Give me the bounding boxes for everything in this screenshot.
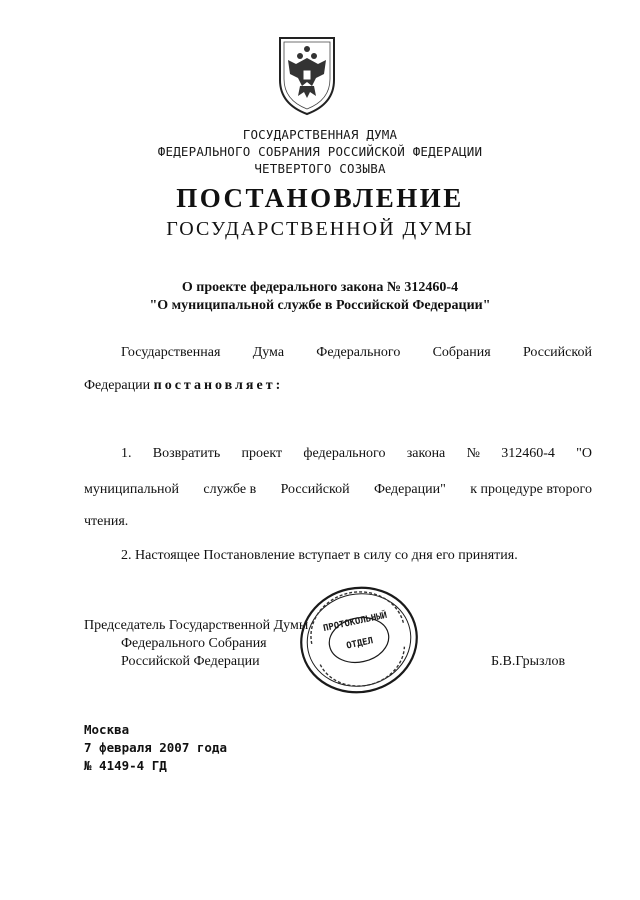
item1-word: закона (406, 446, 446, 461)
header-line-1: ГОСУДАРСТВЕННАЯ ДУМА (242, 127, 398, 142)
intro-word: Собрания (432, 345, 491, 360)
intro-prefix: Федерации (84, 378, 151, 393)
item1-word: Возвратить (152, 446, 221, 461)
item1-word: федерального (303, 446, 386, 461)
item1-line-1 (121, 446, 592, 462)
item1-word: 1. (121, 446, 132, 461)
signature-line-3: Российской Федерации (121, 654, 260, 669)
city: Москва (84, 722, 130, 737)
intro-word: Государственная (121, 345, 221, 360)
signature-line-1: Председатель Государственной Думы (84, 618, 309, 633)
item1-word: № (466, 446, 480, 461)
intro-word: Федерального (316, 345, 401, 360)
header-line-2: ФЕДЕРАЛЬНОГО СОБРАНИЯ РОССИЙСКОЙ ФЕДЕРАЦИИ (157, 144, 483, 159)
item1-word: 312460-4 (501, 446, 555, 461)
decree-verb: постановляет: (153, 378, 284, 393)
intro-line-1 (121, 345, 592, 361)
item1-word: Федерации" (373, 482, 446, 497)
subject-line-1: О проекте федерального закона № 312460-4 (181, 280, 459, 295)
intro-line-2 (84, 378, 283, 394)
document-subtitle: ГОСУДАРСТВЕННОЙ ДУМЫ (166, 218, 474, 240)
item1-line-2 (84, 482, 592, 498)
signature-line-2: Федерального Собрания (121, 636, 267, 651)
stamp-center-text: ОТДЕЛ (345, 636, 375, 652)
item1-word: "О (576, 446, 592, 461)
intro-word: Дума (252, 345, 285, 360)
office-stamp-icon (296, 584, 422, 696)
item1-word: Российской (280, 482, 350, 497)
document-number: № 4149-4 ГД (84, 758, 167, 773)
svg-text:ПРОТОКОЛЬНЫЙ: ПРОТОКОЛЬНЫЙ (322, 610, 389, 635)
header-line-3: ЧЕТВЕРТОГО СОЗЫВА (254, 161, 386, 176)
signatory-name: Б.В.Грызлов (491, 654, 566, 669)
state-emblem-icon (276, 34, 338, 118)
document-title: ПОСТАНОВЛЕНИЕ (176, 183, 464, 213)
item1-word: проект (241, 446, 283, 461)
item2-text: 2. Настоящее Постановление вступает в силу со дня его принятия. (121, 548, 518, 563)
item1-word: муниципальной (84, 482, 180, 497)
item1-line-3: чтения. (84, 514, 129, 529)
item1-word: службе в (203, 482, 257, 497)
subject-line-2: "О муниципальной службе в Российской Федерации" (149, 298, 491, 313)
item1-word: к процедуре второго (470, 482, 592, 497)
date: 7 февраля 2007 года (84, 740, 227, 755)
intro-word: Российской (522, 345, 592, 360)
